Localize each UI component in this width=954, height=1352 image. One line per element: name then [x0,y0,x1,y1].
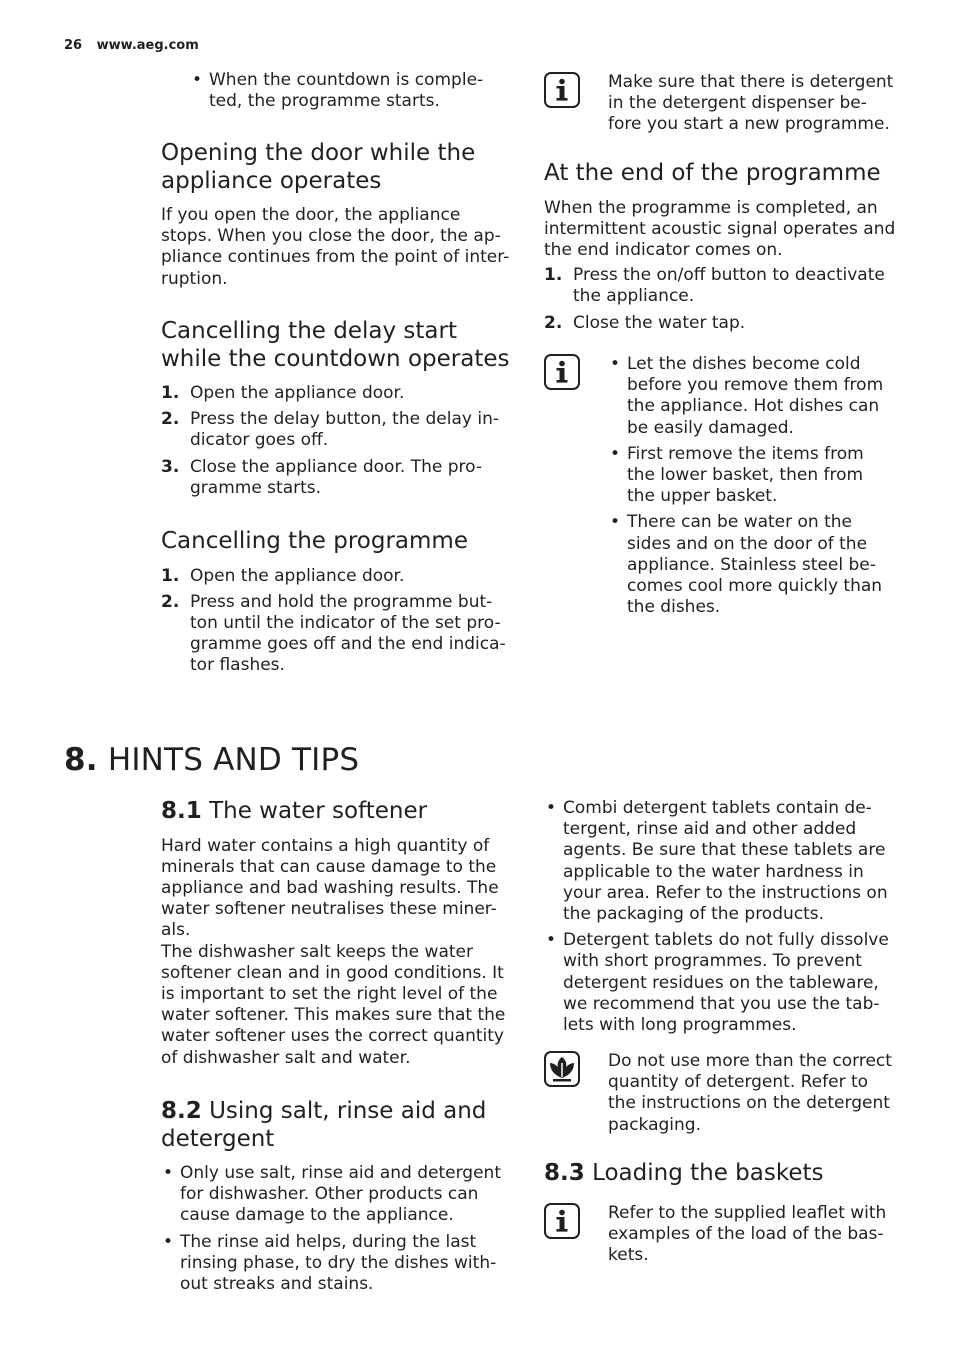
list-item: 1. Open the appliance door. [161,565,405,586]
environment-icon [544,1051,580,1087]
list-item: • Only use salt, rinse aid and detergent for dishwasher. Other products can cause damage to the appliance. [161,1163,521,1227]
salt-rinse-section [161,1098,521,1300]
info-note-detergent [544,72,904,142]
note-text: Make sure that there is detergent in the detergent dispenser be- fore you start a new programme. [608,72,894,135]
site-url: www.aeg.com [96,38,199,53]
loading-baskets-section [544,1160,904,1188]
detergent-tips [544,798,904,1041]
cancel-programme-section [161,528,521,682]
chapter-title [64,740,359,780]
info-icon [544,72,580,108]
chapter-title-text: HINTS AND TIPS [107,742,360,778]
steps-list [544,265,904,334]
note-text: Refer to the supplied leaflet with examples of the load of the bas- kets. [608,1203,887,1266]
list-item: • When the countdown is comple- ted, the programme starts. [190,70,510,112]
environment-note [544,1051,904,1141]
section-body: Hard water contains a high quantity of minerals that can cause damage to the appliance and bad washing results. The water softener neutralises these miner- als. The dishwasher salt keeps the water softener clean and in good conditions. It is important to set the right level of the water softener. This makes sure that the water softener uses the correct quantity of dishwasher salt and water. [161,835,506,1068]
section-title: 8.1 The water softener [161,798,428,824]
note-bullets [608,354,904,623]
list-item: • Detergent tablets do not fully dissolve with short programmes. To prevent detergent residues on the tableware, we recommend that you use the tab- lets with long programmes. [544,930,904,1036]
page-number: 26 [64,38,83,53]
bullet-list [161,1163,521,1295]
info-icon [544,1203,580,1239]
list-item: 3. Close the appliance door. The pro- gramme starts. [161,456,482,498]
list-item: 2. Press the delay button, the delay in- dicator goes off. [161,409,499,451]
list-item: • The rinse aid helps, during the last rinsing phase, to dry the dishes with- out streaks and stains. [161,1232,521,1296]
countdown-intro [190,70,510,117]
list-item: 2. Press and hold the programme but- ton until the indicator of the set pro- gramme goes off and the end indica- tor flashes. [161,591,506,676]
page-header [64,38,199,53]
door-section [161,140,521,290]
steps-list [161,383,521,499]
section-title: 8.2 Using salt, rinse aid and detergent [161,1098,487,1152]
section-title: At the end of the programme [544,160,881,186]
list-item: • First remove the items from the lower basket, then from the upper basket. [608,444,904,508]
section-title: Cancelling the delay start while the countdown operates [161,318,510,372]
section-title: 8.3 Loading the baskets [544,1160,824,1186]
cancel-delay-section [161,318,521,504]
bullet-list [544,798,904,1036]
steps-list [161,566,521,677]
list-item: • There can be water on the sides and on the door of the appliance. Stainless steel be- comes cool more quickly than the dishes. [608,512,904,618]
water-softener-section [161,798,521,1069]
list-item: 1. Open the appliance door. [161,383,405,403]
info-note-baskets [544,1203,904,1273]
section-body: When the programme is completed, an intermittent acoustic signal operates and the end indicator comes on. [544,197,896,260]
list-item: • Combi detergent tablets contain de- tergent, rinse aid and other added agents. Be sure that these tablets are applicable to the water hardness in your area. Refer to the instructions on the packaging of the products. [544,798,904,925]
section-title: Opening the door while the appliance operates [161,140,476,194]
list-item: 1. Press the on/off button to deactivate the appliance. [544,265,885,307]
section-body: If you open the door, the appliance stops. When you close the door, the ap- pliance continues from the point of inter- ruption. [161,205,510,289]
info-note-dishes [544,354,904,624]
info-icon [544,354,580,390]
end-programme-section [544,160,904,339]
list-item: 2. Close the water tap. [544,312,746,333]
section-title: Cancelling the programme [161,528,468,554]
chapter-number: 8. [64,742,98,778]
note-text: Do not use more than the correct quantity of detergent. Refer to the instructions on the detergent packaging. [608,1051,892,1135]
list-item: • Let the dishes become cold before you remove them from the appliance. Hot dishes can be easily damaged. [608,354,904,439]
